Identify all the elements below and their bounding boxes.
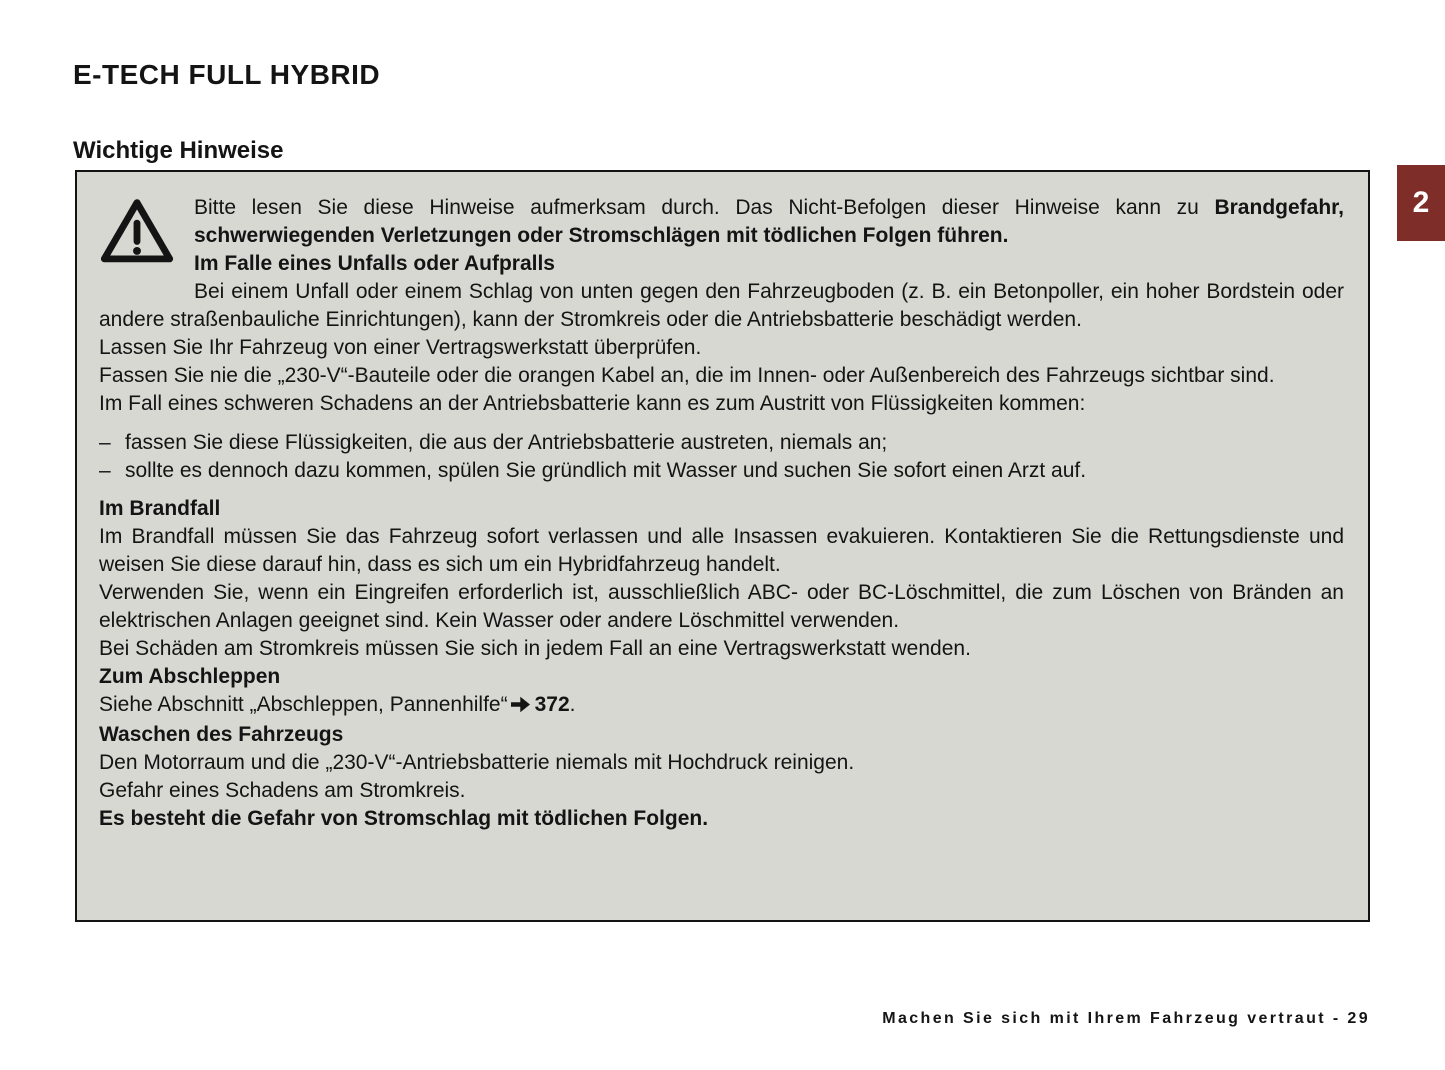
fire-paragraph-2: Verwenden Sie, wenn ein Eingreifen erforderlich ist, ausschließlich ABC- oder BC-Löschmittel, die zum Löschen von Bränden an elektrischen Anlagen geeignet sind. Kein Wasser oder andere Löschmittel verwenden. bbox=[99, 581, 1344, 632]
towing-text: Siehe Abschnitt „Abschleppen, Pannenhilfe“ bbox=[99, 693, 508, 716]
page-title: E-TECH FULL HYBRID bbox=[73, 58, 381, 90]
accident-paragraph-1: Bei einem Unfall oder einem Schlag von unten gegen den Fahrzeugboden (z. B. ein Betonpoller, ein hoher Bordstein oder andere straßenbauliche Einrichtungen), kann der Stromkreis oder die Antriebsbatterie beschädigt werden. bbox=[99, 280, 1344, 331]
fire-paragraph-3: Bei Schäden am Stromkreis müssen Sie sich in jedem Fall an eine Vertragswerkstatt wenden. bbox=[99, 637, 971, 660]
list-item bbox=[99, 429, 1344, 457]
accident-paragraph-3: Fassen Sie nie die „230-V“-Bauteile oder die orangen Kabel an, die im Innen- oder Außenbereich des Fahrzeugs sichtbar sind. bbox=[99, 364, 1275, 387]
intro-bold-text: Brandgefahr, schwerwiegenden Verletzungen oder Stromschlägen mit tödlichen Folgen führen. bbox=[194, 196, 1344, 247]
warning-box bbox=[75, 170, 1370, 922]
fire-paragraph-1: Im Brandfall müssen Sie das Fahrzeug sofort verlassen und alle Insassen evakuieren. Kontaktieren Sie die Rettungsdienste und weisen Sie diese darauf hin, dass es sich um ein Hybridfahrzeug handelt. bbox=[99, 525, 1344, 576]
page-footer: Machen Sie sich mit Ihrem Fahrzeug vertraut - 29 bbox=[882, 1010, 1370, 1027]
heading-towing: Zum Abschleppen bbox=[99, 665, 281, 688]
heading-fire: Im Brandfall bbox=[99, 497, 221, 520]
liquid-warning-list bbox=[99, 429, 1344, 485]
dash-marker: – bbox=[99, 431, 111, 454]
washing-paragraph-2: Gefahr eines Schadens am Stromkreis. bbox=[99, 779, 466, 802]
reference-page-number: 372 bbox=[534, 693, 570, 716]
accident-paragraph-2: Lassen Sie Ihr Fahrzeug von einer Vertragswerkstatt überprüfen. bbox=[99, 336, 702, 359]
intro-text: Bitte lesen Sie diese Hinweise aufmerksam durch. Das Nicht-Befolgen dieser Hinweise kann zu bbox=[194, 196, 1215, 219]
heading-washing: Waschen des Fahrzeugs bbox=[99, 723, 344, 746]
dash-marker: – bbox=[99, 459, 111, 482]
washing-paragraph-1: Den Motorraum und die „230-V“-Antriebsbatterie niemals mit Hochdruck reinigen. bbox=[99, 751, 855, 774]
towing-text-end: . bbox=[569, 693, 576, 716]
warning-triangle-icon bbox=[99, 194, 175, 292]
list-item bbox=[99, 457, 1344, 485]
intro-paragraph bbox=[99, 194, 1344, 250]
cross-reference-link[interactable] bbox=[508, 693, 570, 716]
accident-paragraph-4: Im Fall eines schweren Schadens an der Antriebsbatterie kann es zum Austritt von Flüssigkeiten kommen: bbox=[99, 392, 1086, 415]
chapter-number: 2 bbox=[1412, 186, 1430, 219]
heading-accident: Im Falle eines Unfalls oder Aufpralls bbox=[194, 252, 555, 275]
towing-paragraph bbox=[99, 691, 1344, 721]
list-item-text: sollte es dennoch dazu kommen, spülen Sie gründlich mit Wasser und suchen Sie sofort einen Arzt auf. bbox=[125, 459, 1087, 482]
final-warning-text: Es besteht die Gefahr von Stromschlag mit tödlichen Folgen. bbox=[99, 807, 709, 830]
arrow-right-icon bbox=[511, 693, 530, 721]
section-title: Wichtige Hinweise bbox=[73, 136, 284, 164]
chapter-tab[interactable] bbox=[1397, 165, 1445, 241]
list-item-text: fassen Sie diese Flüssigkeiten, die aus der Antriebsbatterie austreten, niemals an; bbox=[125, 431, 888, 454]
